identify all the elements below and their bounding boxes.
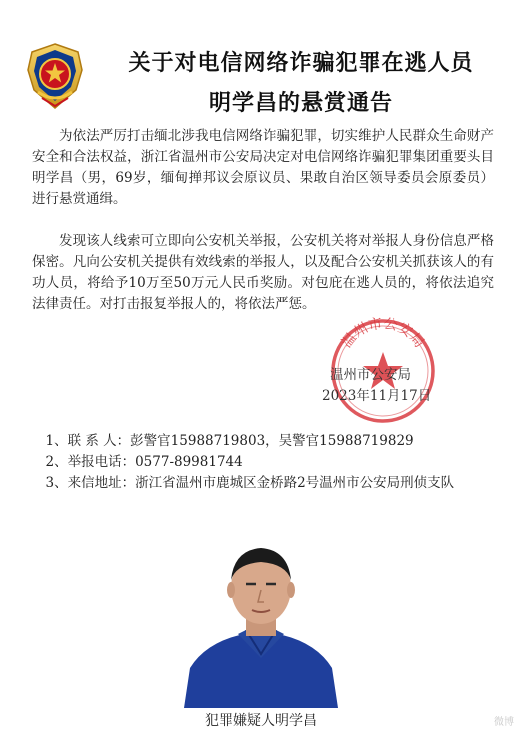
notice-paragraph-1: 为依法严厉打击缅北涉我电信网络诈骗犯罪，切实维护人民群众生命财产安全和合法权益，浙江省温州市公安局决定对电信网络诈骗犯罪集团重要头目明学昌（男，69岁，缅甸掸邦议会原议员、果敢自治区领导委员会原委员）进行悬赏通缉。 [32,128,494,207]
contact-persons: 1、联 系 人：彭警官15988719803，吴警官15988719829 [45,433,414,449]
svg-text:温州市公安局: 温州市公安局 [338,316,428,351]
issuer-signature: 温州市公安局 [330,367,411,383]
photo-caption: 犯罪嫌疑人明学昌 [205,713,317,729]
police-emblem-icon [18,40,92,114]
notice-title-line1: 关于对电信网络诈骗犯罪在逃人员 [128,50,474,76]
notice-title-line2: 明学昌的悬赏通告 [208,90,393,116]
notice-paragraph-2: 发现该人线索可立即向公安机关举报，公安机关将对举报人身份信息严格保密。凡向公安机关提供有效线索的举报人，以及配合公安机关抓获该人的有功人员，将给予10万至50万元人民币奖励。对包庇在逃人员的，将依法追究法律责任。对打击报复举报人的，将依法严惩。 [32,233,494,312]
issue-date: 2023年11月17日 [322,388,432,404]
mailing-address: 3、来信地址：浙江省温州市鹿城区金桥路2号温州市公安局刑侦支队 [45,475,455,491]
report-phone: 2、举报电话：0577-89981744 [45,454,243,470]
suspect-photo [176,530,346,708]
watermark: 微博 [494,717,514,728]
